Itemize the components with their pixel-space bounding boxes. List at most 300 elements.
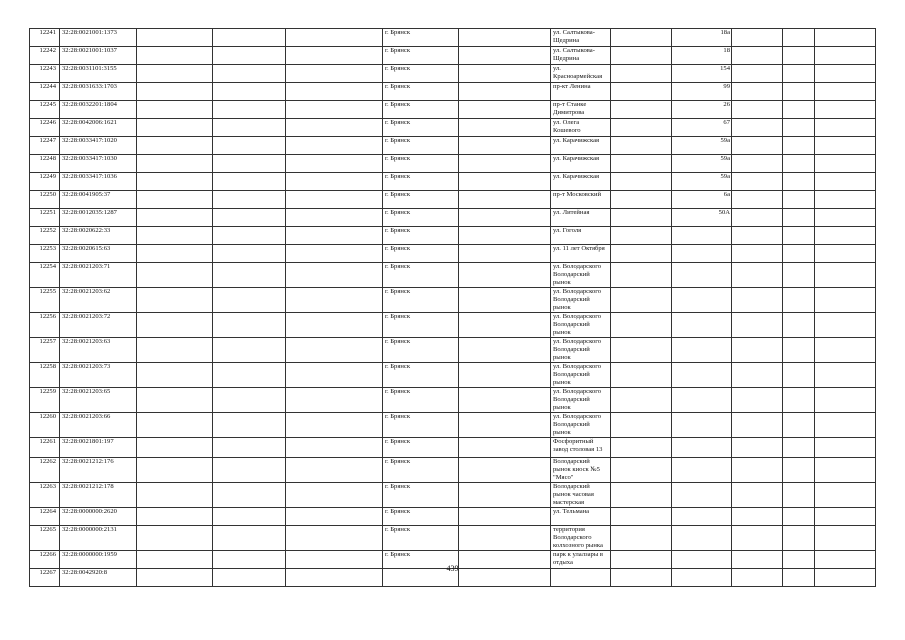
cell-house [672, 363, 732, 388]
cell-empty [732, 245, 783, 263]
cell-empty [459, 363, 551, 388]
cell-empty [815, 65, 876, 83]
cell-empty [732, 288, 783, 313]
table-row [30, 155, 876, 173]
cell-empty [137, 458, 213, 483]
cell-city: г. Брянск [383, 526, 459, 551]
cell-empty [459, 526, 551, 551]
cell-empty [783, 101, 815, 119]
cell-empty [286, 483, 383, 508]
cell-empty [732, 458, 783, 483]
cell-address: ул. Красноармейская [551, 65, 611, 83]
cell-empty [611, 155, 672, 173]
cell-empty [611, 438, 672, 458]
cell-empty [137, 483, 213, 508]
cell-empty [286, 313, 383, 338]
cell-empty [732, 191, 783, 209]
cell-empty [137, 47, 213, 65]
table-row [30, 338, 876, 363]
cell-number: 12254 [30, 263, 60, 288]
table-row [30, 483, 876, 508]
cell-empty [213, 191, 286, 209]
cell-empty [783, 245, 815, 263]
cell-number: 12258 [30, 363, 60, 388]
cell-empty [815, 413, 876, 438]
cell-cadastral-number: 32:28:0000000:2620 [60, 508, 137, 526]
cell-city: г. Брянск [383, 119, 459, 137]
cell-empty [213, 155, 286, 173]
cell-empty [611, 47, 672, 65]
cell-empty [213, 173, 286, 191]
cell-city: г. Брянск [383, 65, 459, 83]
cell-empty [213, 508, 286, 526]
cell-address: ул. Карачижская [551, 137, 611, 155]
cell-cadastral-number: 32:28:0021203:63 [60, 338, 137, 363]
cell-address: ул. Литейная [551, 209, 611, 227]
cell-house: 18а [672, 29, 732, 47]
cell-empty [459, 29, 551, 47]
cell-empty [611, 413, 672, 438]
cell-empty [815, 458, 876, 483]
cell-cadastral-number: 32:28:0032201:1804 [60, 101, 137, 119]
cell-empty [611, 119, 672, 137]
table-row [30, 137, 876, 155]
cell-empty [783, 173, 815, 191]
cell-number: 12248 [30, 155, 60, 173]
cell-house: 59а [672, 137, 732, 155]
cell-number: 12263 [30, 483, 60, 508]
cell-empty [286, 173, 383, 191]
cell-address: ул. Салтыкова-Щедрина [551, 29, 611, 47]
cell-empty [137, 29, 213, 47]
page-number: 439 [446, 564, 459, 573]
cell-number: 12245 [30, 101, 60, 119]
cell-house [672, 263, 732, 288]
cell-empty [459, 438, 551, 458]
cell-empty [286, 101, 383, 119]
cell-empty [137, 363, 213, 388]
cell-empty [732, 438, 783, 458]
cell-house [672, 338, 732, 363]
cell-empty [213, 363, 286, 388]
cell-empty [783, 388, 815, 413]
cell-empty [213, 288, 286, 313]
cell-empty [815, 191, 876, 209]
cell-address: ул. Олега Кошевого [551, 119, 611, 137]
cell-empty [286, 526, 383, 551]
table-row [30, 388, 876, 413]
cell-empty [213, 338, 286, 363]
cell-number: 12250 [30, 191, 60, 209]
cell-empty [783, 438, 815, 458]
cell-empty [286, 83, 383, 101]
cell-empty [611, 65, 672, 83]
cell-empty [137, 227, 213, 245]
cell-empty [611, 83, 672, 101]
cell-empty [611, 483, 672, 508]
cell-number: 12243 [30, 65, 60, 83]
cell-empty [732, 526, 783, 551]
cell-empty [213, 137, 286, 155]
cell-empty [459, 47, 551, 65]
cell-empty [732, 313, 783, 338]
cell-house [672, 388, 732, 413]
cell-empty [213, 313, 286, 338]
cell-empty [783, 288, 815, 313]
cell-empty [783, 137, 815, 155]
cell-empty [783, 119, 815, 137]
cell-city: г. Брянск [383, 137, 459, 155]
cell-empty [611, 288, 672, 313]
cell-empty [611, 245, 672, 263]
cell-cadastral-number: 32:28:0021203:73 [60, 363, 137, 388]
cell-empty [732, 83, 783, 101]
cell-address: ул. Тельмана [551, 508, 611, 526]
cell-empty [611, 191, 672, 209]
cell-empty [137, 313, 213, 338]
cell-house [672, 288, 732, 313]
cell-empty [732, 155, 783, 173]
cell-empty [286, 363, 383, 388]
cell-cadastral-number: 32:28:0020622:33 [60, 227, 137, 245]
cell-city: г. Брянск [383, 288, 459, 313]
cell-empty [611, 338, 672, 363]
cell-empty [459, 191, 551, 209]
cell-empty [459, 458, 551, 483]
cell-cadastral-number: 32:28:0021001:1037 [60, 47, 137, 65]
table-row [30, 29, 876, 47]
cell-number: 12259 [30, 388, 60, 413]
cell-empty [459, 155, 551, 173]
cell-cadastral-number: 32:28:0021203:66 [60, 413, 137, 438]
cell-empty [286, 438, 383, 458]
cell-empty [611, 508, 672, 526]
cell-city: г. Брянск [383, 47, 459, 65]
cell-empty [783, 508, 815, 526]
cell-empty [137, 137, 213, 155]
cell-empty [815, 245, 876, 263]
cell-empty [815, 29, 876, 47]
cell-empty [815, 363, 876, 388]
cell-empty [815, 227, 876, 245]
cell-house [672, 458, 732, 483]
cell-empty [286, 191, 383, 209]
cell-empty [732, 209, 783, 227]
table-row [30, 363, 876, 388]
cell-empty [783, 458, 815, 483]
cell-empty [137, 388, 213, 413]
cell-empty [815, 338, 876, 363]
cell-empty [732, 137, 783, 155]
cell-empty [732, 173, 783, 191]
cell-address: ул. Володарского Володарский рынок [551, 338, 611, 363]
cell-cadastral-number: 32:28:0031633:1703 [60, 83, 137, 101]
cell-cadastral-number: 32:28:0021212:178 [60, 483, 137, 508]
cell-empty [286, 338, 383, 363]
table-row [30, 101, 876, 119]
cell-address: Фосфоритный завод столовая 13 [551, 438, 611, 458]
cell-cadastral-number: 32:28:0033417:1030 [60, 155, 137, 173]
cell-empty [213, 209, 286, 227]
cell-empty [783, 263, 815, 288]
cell-address: территория Володарского колхозного рынка [551, 526, 611, 551]
cell-empty [137, 245, 213, 263]
cell-cadastral-number: 32:28:0021801:197 [60, 438, 137, 458]
cell-city: г. Брянск [383, 83, 459, 101]
cell-house [672, 483, 732, 508]
cell-empty [611, 29, 672, 47]
cell-empty [286, 508, 383, 526]
cell-city: г. Брянск [383, 438, 459, 458]
cell-number: 12267 [30, 569, 60, 587]
cell-empty [611, 388, 672, 413]
table-row [30, 47, 876, 65]
table-row [30, 263, 876, 288]
cell-empty [732, 65, 783, 83]
cell-empty [286, 209, 383, 227]
cell-cadastral-number: 32:28:0012035:1287 [60, 209, 137, 227]
cell-empty [459, 508, 551, 526]
cell-cadastral-number: 32:28:0033417:1020 [60, 137, 137, 155]
cell-number: 12251 [30, 209, 60, 227]
cell-empty [611, 458, 672, 483]
cell-empty [783, 47, 815, 65]
cell-number: 12256 [30, 313, 60, 338]
cell-empty [815, 173, 876, 191]
cell-empty [815, 155, 876, 173]
cell-address: ул. Салтыкова-Щедрина [551, 47, 611, 65]
cell-number: 12242 [30, 47, 60, 65]
cell-empty [459, 263, 551, 288]
table-row [30, 438, 876, 458]
cell-empty [459, 245, 551, 263]
cell-empty [611, 209, 672, 227]
cell-city: г. Брянск [383, 508, 459, 526]
cell-cadastral-number: 32:28:0021001:1373 [60, 29, 137, 47]
cell-cadastral-number: 32:28:0021203:72 [60, 313, 137, 338]
cell-empty [783, 191, 815, 209]
cell-city: г. Брянск [383, 363, 459, 388]
cell-city: г. Брянск [383, 458, 459, 483]
cell-empty [459, 227, 551, 245]
cell-house: 99 [672, 83, 732, 101]
cell-address: ул. Володарского Володарский рынок [551, 363, 611, 388]
cell-empty [783, 363, 815, 388]
cell-empty [815, 508, 876, 526]
cell-cadastral-number: 32:28:0021203:62 [60, 288, 137, 313]
cell-empty [611, 363, 672, 388]
cell-empty [815, 438, 876, 458]
cell-empty [732, 483, 783, 508]
cell-house [672, 227, 732, 245]
cell-address: ул. Володарского Володарский рынок [551, 263, 611, 288]
cell-city: г. Брянск [383, 413, 459, 438]
cell-number: 12246 [30, 119, 60, 137]
cell-empty [213, 413, 286, 438]
cell-empty [137, 209, 213, 227]
cell-empty [815, 526, 876, 551]
cell-empty [137, 526, 213, 551]
cell-empty [213, 526, 286, 551]
cell-empty [213, 101, 286, 119]
cell-cadastral-number: 32:28:0033417:1036 [60, 173, 137, 191]
cell-number: 12265 [30, 526, 60, 551]
cell-number: 12257 [30, 338, 60, 363]
cell-house: 6а [672, 191, 732, 209]
cell-empty [137, 173, 213, 191]
cell-empty [213, 47, 286, 65]
cell-empty [611, 173, 672, 191]
cell-empty [815, 263, 876, 288]
cell-number: 12266 [30, 551, 60, 569]
table-row [30, 508, 876, 526]
cell-empty [213, 227, 286, 245]
cell-city: г. Брянск [383, 551, 459, 569]
cell-empty [286, 458, 383, 483]
cell-house: 50А [672, 209, 732, 227]
table-row [30, 413, 876, 438]
cell-empty [732, 338, 783, 363]
cell-empty [213, 263, 286, 288]
table-row [30, 173, 876, 191]
cell-address: ул. Володарского Володарский рынок [551, 313, 611, 338]
cell-empty [815, 209, 876, 227]
cell-empty [783, 483, 815, 508]
cell-cadastral-number: 32:28:0020615:63 [60, 245, 137, 263]
cell-number: 12261 [30, 438, 60, 458]
cell-cadastral-number: 32:28:0041905:37 [60, 191, 137, 209]
cell-cadastral-number: 32:28:0042920:8 [60, 569, 137, 587]
table-row [30, 313, 876, 338]
cell-empty [611, 313, 672, 338]
cell-empty [611, 227, 672, 245]
cell-empty [137, 101, 213, 119]
cell-empty [732, 47, 783, 65]
cell-cadastral-number: 32:28:0000000:2131 [60, 526, 137, 551]
cell-empty [459, 209, 551, 227]
cell-address: пр-кт Ленина [551, 83, 611, 101]
cell-house: 59а [672, 173, 732, 191]
cell-empty [213, 65, 286, 83]
cell-empty [137, 413, 213, 438]
cell-number: 12252 [30, 227, 60, 245]
cell-empty [213, 438, 286, 458]
cell-city: г. Брянск [383, 173, 459, 191]
cell-empty [137, 508, 213, 526]
cell-number: 12262 [30, 458, 60, 483]
cell-number: 12253 [30, 245, 60, 263]
cell-number: 12249 [30, 173, 60, 191]
cell-empty [783, 227, 815, 245]
cell-empty [732, 363, 783, 388]
cell-empty [459, 313, 551, 338]
cell-address: Володарский рынок киоск №5 "Мясо" [551, 458, 611, 483]
cell-empty [783, 526, 815, 551]
cell-empty [137, 65, 213, 83]
cell-empty [459, 119, 551, 137]
cell-address: пр-т Московский [551, 191, 611, 209]
cell-empty [286, 245, 383, 263]
cell-house [672, 438, 732, 458]
cell-empty [815, 288, 876, 313]
cell-empty [137, 338, 213, 363]
cell-empty [286, 155, 383, 173]
cell-empty [732, 263, 783, 288]
cell-empty [732, 119, 783, 137]
cell-empty [286, 29, 383, 47]
cell-empty [213, 83, 286, 101]
table-row [30, 288, 876, 313]
cell-empty [815, 83, 876, 101]
cell-empty [783, 29, 815, 47]
cell-empty [459, 101, 551, 119]
cell-cadastral-number: 32:28:0021203:71 [60, 263, 137, 288]
cell-city: г. Брянск [383, 155, 459, 173]
cell-address: ул. Володарского Володарский рынок [551, 388, 611, 413]
cell-address: парк к улалзары в отдыха [551, 551, 611, 569]
cell-empty [286, 65, 383, 83]
cell-empty [783, 155, 815, 173]
table-row [30, 245, 876, 263]
cell-cadastral-number: 32:28:0042006:1621 [60, 119, 137, 137]
cell-empty [815, 483, 876, 508]
cell-empty [286, 137, 383, 155]
cell-empty [783, 413, 815, 438]
cell-house: 67 [672, 119, 732, 137]
cell-empty [286, 388, 383, 413]
cell-cadastral-number: 32:28:0021203:65 [60, 388, 137, 413]
table-row [30, 119, 876, 137]
cell-house [672, 413, 732, 438]
cell-city: г. Брянск [383, 338, 459, 363]
cell-number: 12264 [30, 508, 60, 526]
cell-empty [459, 83, 551, 101]
cell-empty [459, 173, 551, 191]
cell-empty [815, 47, 876, 65]
cell-empty [611, 101, 672, 119]
cell-empty [611, 526, 672, 551]
cell-city: г. Брянск [383, 29, 459, 47]
cell-empty [611, 137, 672, 155]
cell-empty [459, 137, 551, 155]
cell-number: 12244 [30, 83, 60, 101]
cell-city: г. Брянск [383, 263, 459, 288]
cell-address: ул. Володарского Володарский рынок [551, 288, 611, 313]
cell-city: г. Брянск [383, 245, 459, 263]
cell-empty [213, 483, 286, 508]
cell-empty [783, 209, 815, 227]
table-row [30, 65, 876, 83]
cell-number: 12247 [30, 137, 60, 155]
cell-empty [732, 508, 783, 526]
cell-city: г. Брянск [383, 483, 459, 508]
cell-house: 26 [672, 101, 732, 119]
cell-empty [213, 388, 286, 413]
cell-number: 12241 [30, 29, 60, 47]
cell-city: г. Брянск [383, 388, 459, 413]
cell-city: г. Брянск [383, 313, 459, 338]
cell-empty [815, 388, 876, 413]
cell-cadastral-number: 32:28:0000000:1959 [60, 551, 137, 569]
cell-house [672, 245, 732, 263]
cell-cadastral-number: 32:28:0021212:176 [60, 458, 137, 483]
cell-empty [286, 263, 383, 288]
cell-empty [732, 29, 783, 47]
cell-empty [137, 191, 213, 209]
cell-address: ул. Карачижская [551, 173, 611, 191]
cell-house [672, 508, 732, 526]
table-row [30, 191, 876, 209]
